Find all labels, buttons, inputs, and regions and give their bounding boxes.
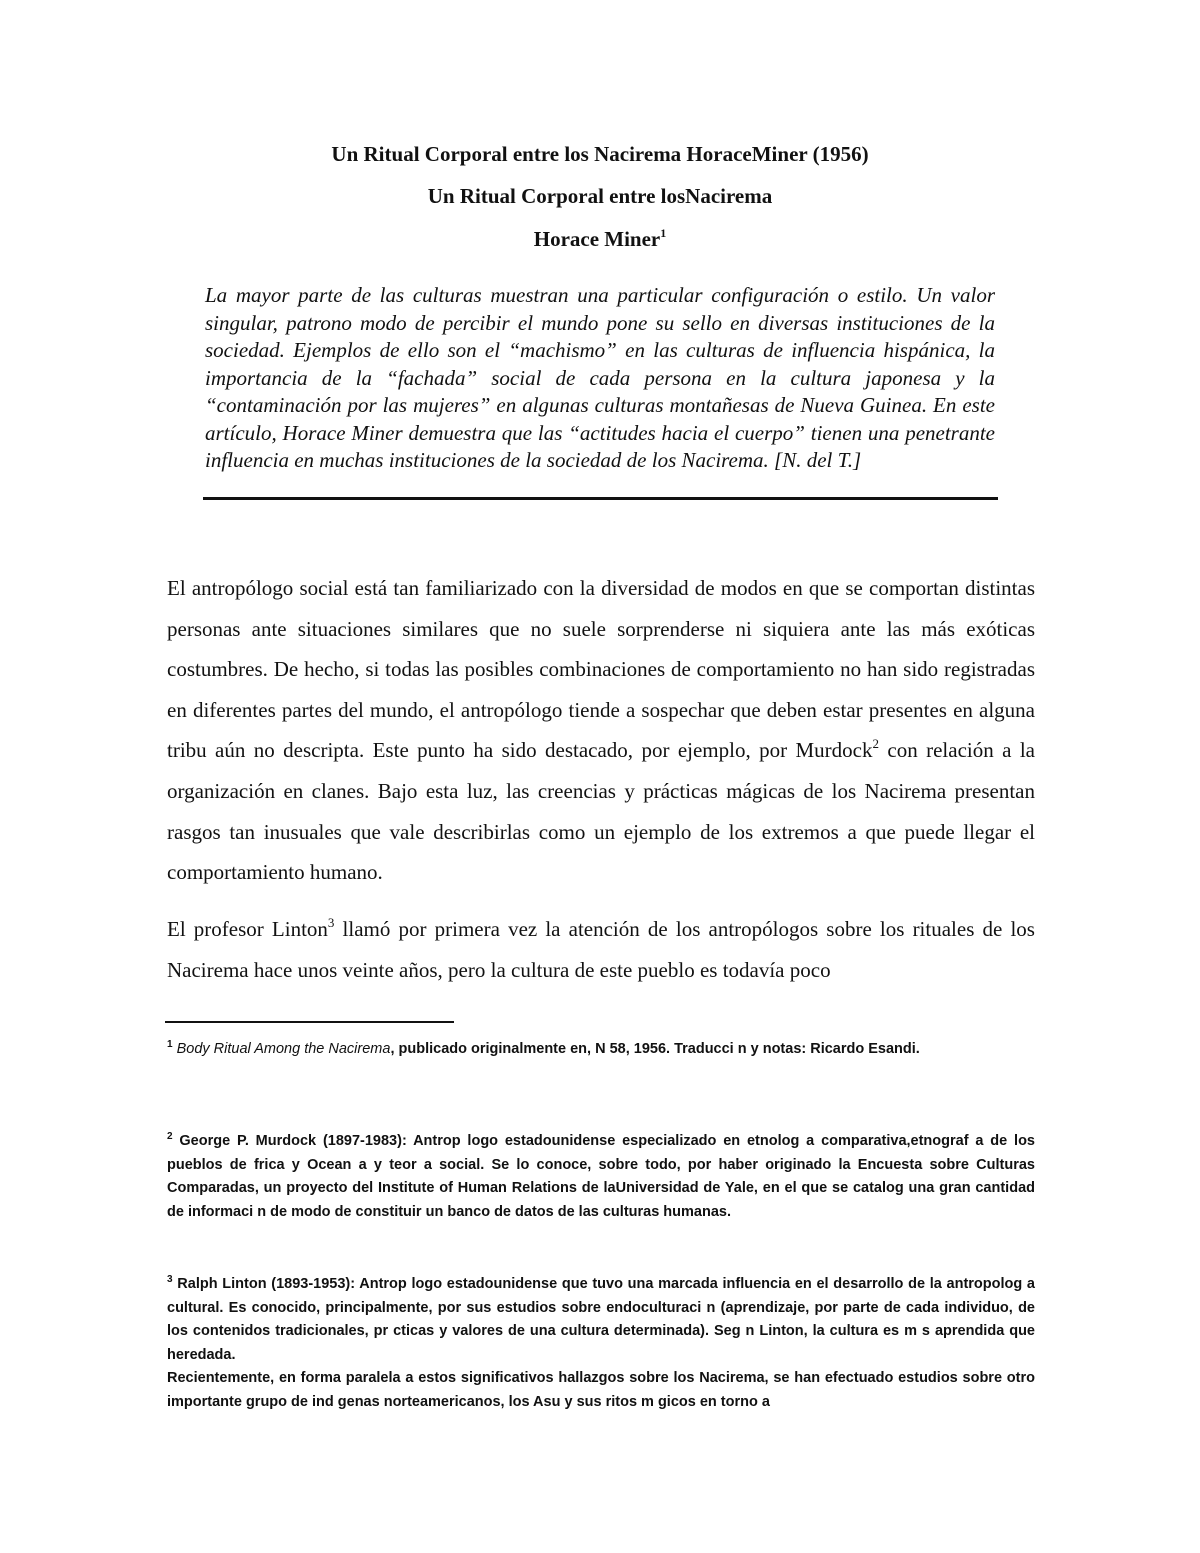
- footnote-text: , publicado originalmente en, N 58, 1956. Traducci n y notas: Ricardo Esandi.: [390, 1041, 920, 1057]
- footnote-mark: 3: [167, 1274, 173, 1285]
- author-line: [0, 226, 1200, 252]
- paragraph-text: El antropólogo social está tan familiarizado con la diversidad de modos en que se comportan distintas personas ante situaciones similares que no suele sorprenderse ni siquiera ante las más exóticas costumbres. De hecho, si todas las posibles combinaciones de comportamiento no han sido registradas en diferentes partes del mundo, el antropólogo tiende a sospechar que deben estar presentes en alguna tribu aún no descripta. Este punto ha sido destacado, por ejemplo, por Murdock: [167, 576, 1035, 763]
- footnote-1: [167, 1038, 1035, 1062]
- article-title: Un Ritual Corporal entre losNacirema: [427, 184, 773, 208]
- footnote-mark: 1: [167, 1039, 173, 1050]
- footnote-text: George P. Murdock (1897-1983): Antrop logo estadounidense especializado en etnolog a comparativa,etnograf a de los pueblos de frica y Ocean a y teor a social. Se lo conoce, sobre todo, por haber originado la Encuesta sobre Culturas Comparadas, un proyecto del Institute of Human Relations de laUniversidad de Yale, en el que se catalog una gran cantidad de informaci n de modo de constituir un banco de datos de las culturas humanas.: [167, 1133, 1035, 1220]
- footnote-ref-2[interactable]: 2: [872, 736, 879, 752]
- body-paragraph-1: [167, 568, 1035, 893]
- original-title: Body Ritual Among the Nacirema: [176, 1041, 391, 1057]
- footnote-mark: 2: [167, 1131, 173, 1142]
- translator-abstract: La mayor parte de las culturas muestran una particular configuración o estilo. Un valor singular, patrono modo de percibir el mundo pone su sello en diversas instituciones de la sociedad. Ejemplos de ello son el “machismo” en las culturas de influencia hispánica, la importancia de la “fachada” social de cada persona en la cultura japonesa y la “contaminación por las mujeres” en algunas culturas montañesas de Nueva Guinea. En este artículo, Horace Miner demuestra que las “actitudes hacia el cuerpo” tienen una penetrante influencia en muchas instituciones de la sociedad de los Nacirema. [N. del T.]: [205, 283, 995, 472]
- paragraph-text: llamó por primera vez la atención de los antropólogos sobre los rituales de los Nacirema hace unos veinte años, pero la cultura de este pueblo es todavía poco: [167, 917, 1035, 982]
- document-title: Un Ritual Corporal entre los Nacirema HoraceMiner (1956): [331, 142, 869, 166]
- abstract-divider: [203, 497, 998, 500]
- footnote-ref-3[interactable]: 3: [327, 915, 335, 930]
- paragraph-text: con relación a la organización en clanes. Bajo esta luz, las creencias y prácticas mágicas de los Nacirema presentan rasgos tan inusuales que vale describirlas como un ejemplo de los extremos a que puede llegar el comportamiento humano.: [167, 738, 1035, 885]
- footnote-2: [167, 1130, 1035, 1224]
- author-name: Horace Miner: [533, 227, 661, 251]
- body-paragraph-2: [167, 909, 1035, 990]
- footnote-3: [167, 1273, 1035, 1367]
- footnote-text: Ralph Linton (1893-1953): Antrop logo estadounidense que tuvo una marcada influencia en el desarrollo de la antropolog a cultural. Es conocido, principalmente, por sus estudios sobre endoculturaci n (aprendizaje, por parte de cada individuo, de los contenidos tradicionales, pr cticas y valores de una cultura determinada). Seg n Linton, la cultura es m s aprendida que heredada.: [167, 1276, 1036, 1363]
- footnote-3-continued: Recientemente, en forma paralela a estos significativos hallazgos sobre los Nacirema, se han efectuado estudios sobre otro importante grupo de ind genas norteamericanos, los Asu y sus ritos m gicos en torno a: [167, 1370, 1035, 1410]
- paragraph-text: El profesor Linton: [167, 917, 328, 941]
- footnote-ref-1[interactable]: 1: [660, 226, 667, 240]
- footnote-separator: [165, 1021, 454, 1023]
